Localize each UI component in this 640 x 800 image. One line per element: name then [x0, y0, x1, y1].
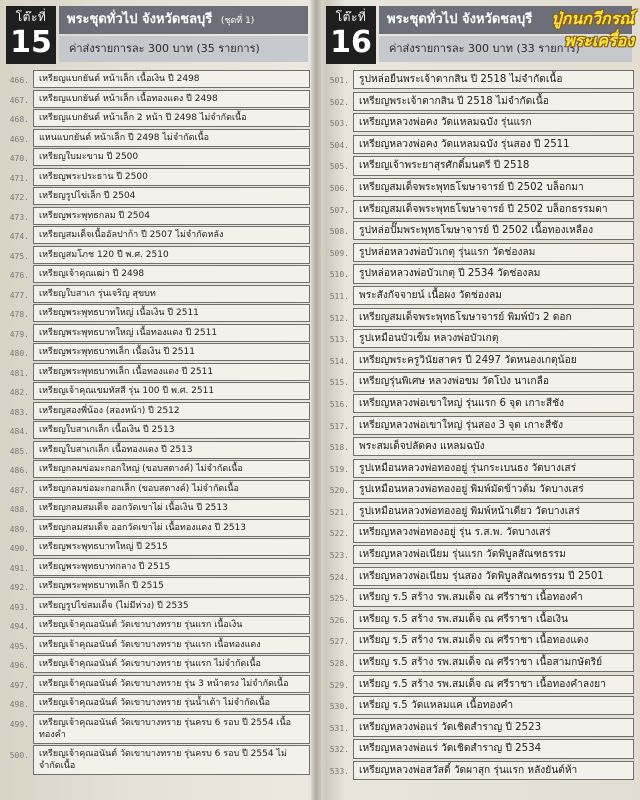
list-item [324, 588, 634, 607]
item-description: เหรียญสมเด็จพระพุทธโฆษาจารย์ ปี 2502 บล็อกมา [353, 178, 634, 197]
item-number: 510. [329, 270, 349, 280]
list-item [324, 135, 634, 154]
item-number: 475. [9, 251, 29, 261]
list-item [4, 402, 310, 420]
item-description: เหรียญ ร.5 สร้าง รพ.สมเด็จ ณ ศรีราชา เนื้อทองคำลงยา [353, 675, 634, 694]
item-number: 478. [9, 310, 29, 319]
list-item [4, 226, 310, 244]
list-item [324, 718, 634, 737]
item-description: เหรียญเจ้าคุณอนันต์ วัดเขาบางทราย รุ่นแรก เนื้อทองแดง [33, 636, 310, 654]
item-number: 502. [329, 97, 349, 107]
list-item [4, 70, 310, 88]
item-number: 526. [329, 615, 349, 625]
item-description: เหรียญหลวงพ่อแร่ วัดเชิดสำราญ ปี 2534 [353, 739, 634, 758]
item-number: 509. [329, 248, 349, 258]
item-number: 481. [9, 368, 29, 378]
right-page [324, 0, 634, 800]
item-description: เหรียญสมเด็จพระพุทธโฆษาจารย์ ปี 2502 บล็อกธรรมดา [353, 200, 634, 219]
item-number: 511. [329, 291, 349, 301]
item-number: 494. [9, 622, 29, 631]
list-item [324, 610, 634, 629]
item-description: เหรียญกลมข่อมะกอกเล็ก (ขอบสตางค์) ไม่จำกัดเนื้อ [33, 480, 310, 498]
item-description: เหรียญใบมะขาม ปี 2500 [33, 148, 310, 166]
book-spine [311, 0, 321, 800]
item-number: 490. [9, 544, 29, 553]
list-item [324, 178, 634, 197]
item-description: เหรียญรุ่นพิเศษ หลวงพ่อขม วัดโป่ง นาเกลือ [353, 372, 634, 391]
price-line: ค่าส่งรายการละ 300 บาท (33 รายการ) [379, 36, 632, 62]
item-description: เหรียญพระพุทธบาทเล็ก ปี 2515 [33, 577, 310, 595]
item-description: เหรียญกลมสมเด็จ ออกวัดเขาไผ่ เนื้อเงิน ปี 2513 [33, 499, 310, 517]
item-number: 492. [9, 583, 29, 592]
item-number: 516. [329, 399, 349, 409]
section-title [59, 6, 308, 34]
item-description: เหรียญหลวงพ่อเนียม รุ่นแรก วัดพิบูลสัณฑธรรม [353, 545, 634, 564]
list-item [4, 285, 310, 303]
item-number: 484. [9, 427, 29, 436]
item-description: เหรียญเจ้าคุณเฒ่า ปี 2498 [33, 265, 310, 283]
item-list [324, 70, 634, 783]
list-item [4, 577, 310, 595]
item-description: เหรียญสมเด็จเนื้ออัลปาก้า ปี 2507 ไม่จำกัดหลัง [33, 226, 310, 244]
item-description: เหรียญเจ้าคุณอนันต์ วัดเขาบางทราย รุ่นครบ 6 รอบ ปี 2554 เนื้อทองคำ [33, 714, 310, 744]
item-number: 468. [9, 115, 29, 124]
item-number: 504. [329, 140, 349, 150]
item-number: 530. [329, 702, 349, 712]
section-title-text: พระชุดทั่วไป จังหวัดชลบุรี [387, 12, 533, 27]
item-number: 489. [9, 524, 29, 534]
list-item [4, 460, 310, 478]
item-description: พระสมเด็จปลัดคง แหลมฉบัง [353, 437, 634, 456]
list-item [324, 156, 634, 175]
item-number: 529. [329, 680, 349, 690]
list-item [324, 761, 634, 780]
item-description: เหรียญ ร.5 สร้าง รพ.สมเด็จ ณ ศรีราชา เนื้อสามกษัตริย์ [353, 653, 634, 672]
item-number: 474. [9, 232, 29, 241]
list-item [324, 92, 634, 111]
list-item [4, 421, 310, 439]
item-description: เหรียญรูปไข่เล็ก ปี 2504 [33, 187, 310, 205]
item-number: 533. [329, 767, 349, 776]
list-item [4, 187, 310, 205]
item-number: 528. [329, 659, 349, 669]
item-description: เหรียญพระพุทธกลม ปี 2504 [33, 207, 310, 225]
item-number: 508. [329, 227, 349, 237]
list-item [324, 416, 634, 435]
item-number: 512. [329, 313, 349, 323]
list-item [324, 308, 634, 327]
item-description: รูปหล่อหลวงพ่อบัวเกตุ ปี 2534 วัดช่องลม [353, 264, 634, 283]
item-description: รูปหล่อปั๊มพระพุทธโฆษาจารย์ ปี 2502 เนื้อทองเหลือง [353, 221, 634, 240]
list-item [324, 653, 634, 672]
list-item [4, 616, 310, 634]
item-list [4, 70, 310, 777]
list-item [324, 243, 634, 262]
item-description: เหรียญรูปไข่สมเด็จ (ไม่มีห่วง) ปี 2535 [33, 597, 310, 615]
item-number: 507. [329, 205, 349, 215]
item-number: 477. [9, 290, 29, 300]
item-description: เหรียญใบสาเก รุ่นเจริญ สุขบท [33, 285, 310, 303]
item-number: 532. [329, 745, 349, 755]
item-number: 485. [9, 446, 29, 456]
item-description: รูปเหมือนบัวเข็ม หลวงพ่อบัวเกตุ [353, 329, 634, 348]
item-description: เหรียญพระพุทธบาทเล็ก เนื้อเงิน ปี 2511 [33, 343, 310, 361]
item-number: 479. [9, 329, 29, 339]
item-number: 466. [9, 76, 29, 85]
list-item [4, 480, 310, 498]
item-number: 518. [329, 443, 349, 453]
item-description: รูปหล่อหลวงพ่อบัวเกตุ รุ่นแรก วัดช่องลม [353, 243, 634, 262]
item-number: 521. [329, 507, 349, 517]
item-description: เหรียญ ร.5 สร้าง รพ.สมเด็จ ณ ศรีราชา เนื้อทองแดง [353, 631, 634, 650]
item-number: 467. [9, 95, 29, 105]
item-number: 515. [329, 378, 349, 388]
item-number: 523. [329, 551, 349, 561]
item-description: เหรียญแบกยันต์ หน้าเล็ก เนื้อทองแดง ปี 2498 [33, 90, 310, 108]
item-description: เหรียญใบสาเกเล็ก เนื้อทองแดง ปี 2513 [33, 441, 310, 459]
item-number: 531. [329, 723, 349, 733]
item-number: 469. [9, 134, 29, 144]
item-description: เหรียญพระพุทธบาทกลาง ปี 2515 [33, 558, 310, 576]
list-item [4, 519, 310, 537]
item-number: 498. [9, 700, 29, 709]
item-description: เหรียญ ร.5 วัดแหลมแค เนื้อทองคำ [353, 696, 634, 715]
item-number: 506. [329, 183, 349, 193]
item-description: เหรียญกลมสมเด็จ ออกวัดเขาไผ่ เนื้อทองแดง ปี 2513 [33, 519, 310, 537]
list-item [4, 597, 310, 615]
section-title [379, 6, 632, 34]
list-item [324, 567, 634, 586]
list-item [4, 675, 310, 693]
item-number: 505. [329, 162, 349, 172]
table-number: 16 [330, 25, 372, 60]
list-item [4, 538, 310, 556]
list-item [324, 480, 634, 499]
list-item [324, 459, 634, 478]
left-page [4, 0, 310, 800]
item-description: เหรียญพระประธาน ปี 2500 [33, 168, 310, 186]
list-item [324, 372, 634, 391]
item-description: รูปหล่อยืนพระเจ้าตากสิน ปี 2518 ไม่จำกัดเนื้อ [353, 70, 634, 89]
list-item [4, 655, 310, 673]
item-number: 513. [329, 335, 349, 345]
section-title-text: พระชุดทั่วไป จังหวัดชลบุรี [67, 12, 213, 27]
item-description: รูปเหมือนหลวงพ่อทองอยู่ พิมพ์หน้าเดียว วัดบางเสร่ [353, 502, 634, 521]
list-item [324, 70, 634, 89]
section-subtitle: (ชุดที่ 1) [220, 16, 255, 26]
list-item [324, 696, 634, 715]
item-description: เหรียญหลวงพ่อแร่ วัดเชิดสำราญ ปี 2523 [353, 718, 634, 737]
list-item [4, 363, 310, 381]
table-label: โต๊ะที่ [335, 10, 367, 24]
item-description: เหรียญหลวงพ่อเนียม รุ่นสอง วัดพิบูลสัณฑธรรม ปี 2501 [353, 567, 634, 586]
item-description: เหรียญพระพุทธบาทใหญ่ ปี 2515 [33, 538, 310, 556]
item-number: 483. [9, 407, 29, 417]
item-number: 497. [9, 680, 29, 690]
item-number: 480. [9, 349, 29, 358]
list-item [324, 739, 634, 758]
item-description: เหรียญพระพุทธบาทใหญ่ เนื้อทองแดง ปี 2511 [33, 324, 310, 342]
item-number: 486. [9, 466, 29, 475]
list-item [324, 329, 634, 348]
item-number: 500. [9, 751, 29, 760]
list-item [4, 343, 310, 361]
item-description: เหรียญสมเด็จพระพุทธโฆษาจารย์ พิมพ์บัว 2 ดอก [353, 308, 634, 327]
list-item [4, 441, 310, 459]
list-item [4, 324, 310, 342]
table-number-box [326, 6, 376, 64]
table-label: โต๊ะที่ [15, 10, 47, 24]
list-item [4, 246, 310, 264]
list-item [324, 221, 634, 240]
item-number: 514. [329, 356, 349, 366]
item-description: เหรียญหลวงพ่อสวัสดิ์ วัดผาสุก รุ่นแรก หลังยันต์ห้า [353, 761, 634, 780]
list-item [324, 394, 634, 413]
item-number: 496. [9, 661, 29, 670]
item-description: เหรียญหลวงพ่อเขาใหญ่ รุ่นสอง 3 จุด เกาะสีชัง [353, 416, 634, 435]
list-item [324, 545, 634, 564]
list-item [4, 90, 310, 108]
item-number: 522. [329, 529, 349, 539]
list-item [4, 148, 310, 166]
item-description: เหรียญพระพุทธบาทเล็ก เนื้อทองแดง ปี 2511 [33, 363, 310, 381]
item-description: เหรียญพระครูวินัยสาคร ปี 2497 วัดหนองเกตุน้อย [353, 351, 634, 370]
list-item [4, 382, 310, 400]
list-item [4, 304, 310, 322]
item-description: เหรียญสมโภช 120 ปี พ.ศ. 2510 [33, 246, 310, 264]
item-description: รูปเหมือนหลวงพ่อทองอยู่ พิมพ์มัดข้าวต้ม วัดบางเสร่ [353, 480, 634, 499]
list-item [324, 523, 634, 542]
item-description: เหรียญ ร.5 สร้าง รพ.สมเด็จ ณ ศรีราชา เนื้อเงิน [353, 610, 634, 629]
item-description: เหรียญ ร.5 สร้าง รพ.สมเด็จ ณ ศรีราชา เนื้อทองคำ [353, 588, 634, 607]
item-number: 520. [329, 486, 349, 496]
list-item [4, 109, 310, 127]
list-item [324, 437, 634, 456]
item-number: 472. [9, 193, 29, 202]
list-item [324, 351, 634, 370]
item-number: 493. [9, 602, 29, 612]
item-description: เหรียญแบกยันต์ หน้าเล็ก เนื้อเงิน ปี 2498 [33, 70, 310, 88]
item-description: เหรียญเจ้าคุณอนันต์ วัดเขาบางทราย รุ่นครบ 6 รอบ ปี 2554 ไม่จำกัดเนื้อ [33, 745, 310, 775]
item-description: เหรียญกลมข่อมะกอกใหญ่ (ขอบสตางค์) ไม่จำกัดเนื้อ [33, 460, 310, 478]
watermark-line-1: ปู่กนกวีกรณ์ [551, 9, 634, 28]
list-item [4, 714, 310, 744]
item-description: เหรียญพระพุทธบาทใหญ่ เนื้อเงิน ปี 2511 [33, 304, 310, 322]
list-item [4, 168, 310, 186]
item-number: 527. [329, 637, 349, 647]
item-number: 499. [9, 719, 29, 729]
item-description: เหรียญพระเจ้าตากสิน ปี 2518 ไม่จำกัดเนื้อ [353, 92, 634, 111]
list-item [4, 265, 310, 283]
watermark-line-2: พระเครื่อง [564, 31, 634, 50]
item-description: เหรียญหลวงพ่อคง วัดแหลมฉบัง รุ่นแรก [353, 113, 634, 132]
item-number: 482. [9, 388, 29, 397]
item-description: เหรียญใบสาเกเล็ก เนื้อเงิน ปี 2513 [33, 421, 310, 439]
left-page-header [4, 6, 310, 64]
list-item [324, 113, 634, 132]
list-item [324, 631, 634, 650]
list-item [4, 636, 310, 654]
list-item [324, 286, 634, 305]
item-description: เหรียญเจ้าคุณอนันต์ วัดเขาบางทราย รุ่น 3 หน้าตรง ไม่จำกัดเนื้อ [33, 675, 310, 693]
item-description: เหรียญสองพี่น้อง (สองหน้า) ปี 2512 [33, 402, 310, 420]
item-number: 517. [329, 421, 349, 431]
list-item [4, 207, 310, 225]
item-number: 519. [329, 464, 349, 474]
item-number: 491. [9, 563, 29, 573]
item-description: เหรียญเจ้าคุณอนันต์ วัดเขาบางทราย รุ่นแรก ไม่จำกัดเนื้อ [33, 655, 310, 673]
item-description: เหรียญเจ้าคุณเขมทัสสี รุ่น 100 ปี พ.ศ. 2511 [33, 382, 310, 400]
item-number: 525. [329, 594, 349, 604]
table-number-box [6, 6, 56, 64]
list-item [324, 200, 634, 219]
item-description: เหรียญเจ้าคุณอนันต์ วัดเขาบางทราย รุ่นน้ำเต้า ไม่จำกัดเนื้อ [33, 694, 310, 712]
item-description: แหนแบกยันต์ หน้าเล็ก ปี 2498 ไม่จำกัดเนื้อ [33, 129, 310, 147]
list-item [4, 558, 310, 576]
list-item [4, 694, 310, 712]
item-number: 495. [9, 641, 29, 651]
list-item [4, 499, 310, 517]
item-number: 470. [9, 154, 29, 163]
item-number: 487. [9, 485, 29, 495]
item-description: เหรียญแบกยันต์ หน้าเล็ก 2 หน้า ปี 2498 ไม่จำกัดเนื้อ [33, 109, 310, 127]
list-item [4, 745, 310, 775]
item-description: พระสังกัจจายน์ เนื้อผง วัดช่องลม [353, 286, 634, 305]
price-line: ค่าส่งรายการละ 300 บาท (35 รายการ) [59, 36, 308, 62]
item-number: 503. [329, 119, 349, 129]
list-item [4, 129, 310, 147]
right-page-header [324, 6, 634, 64]
item-number: 476. [9, 271, 29, 280]
item-number: 524. [329, 572, 349, 582]
list-item [324, 264, 634, 283]
list-item [324, 502, 634, 521]
item-description: เหรียญเจ้าพระยาสุรศักดิ์มนตรี ปี 2518 [353, 156, 634, 175]
item-number: 501. [329, 76, 349, 85]
item-description: เหรียญหลวงพ่อเขาใหญ่ รุ่นแรก 6 จุด เกาะสีชัง [353, 394, 634, 413]
item-description: เหรียญเจ้าคุณอนันต์ วัดเขาบางทราย รุ่นแรก เนื้อเงิน [33, 616, 310, 634]
item-description: เหรียญหลวงพ่อทองอยู่ รุ่น ร.ส.พ. วัดบางเสร่ [353, 523, 634, 542]
item-number: 488. [9, 505, 29, 514]
list-item [324, 675, 634, 694]
item-description: เหรียญหลวงพ่อคง วัดแหลมฉบัง รุ่นสอง ปี 2511 [353, 135, 634, 154]
item-number: 473. [9, 212, 29, 222]
table-number: 15 [10, 25, 52, 60]
item-description: รูปเหมือนหลวงพ่อทองอยู่ รุ่นกระเบนธง วัดบางเสร่ [353, 459, 634, 478]
item-number: 471. [9, 173, 29, 183]
